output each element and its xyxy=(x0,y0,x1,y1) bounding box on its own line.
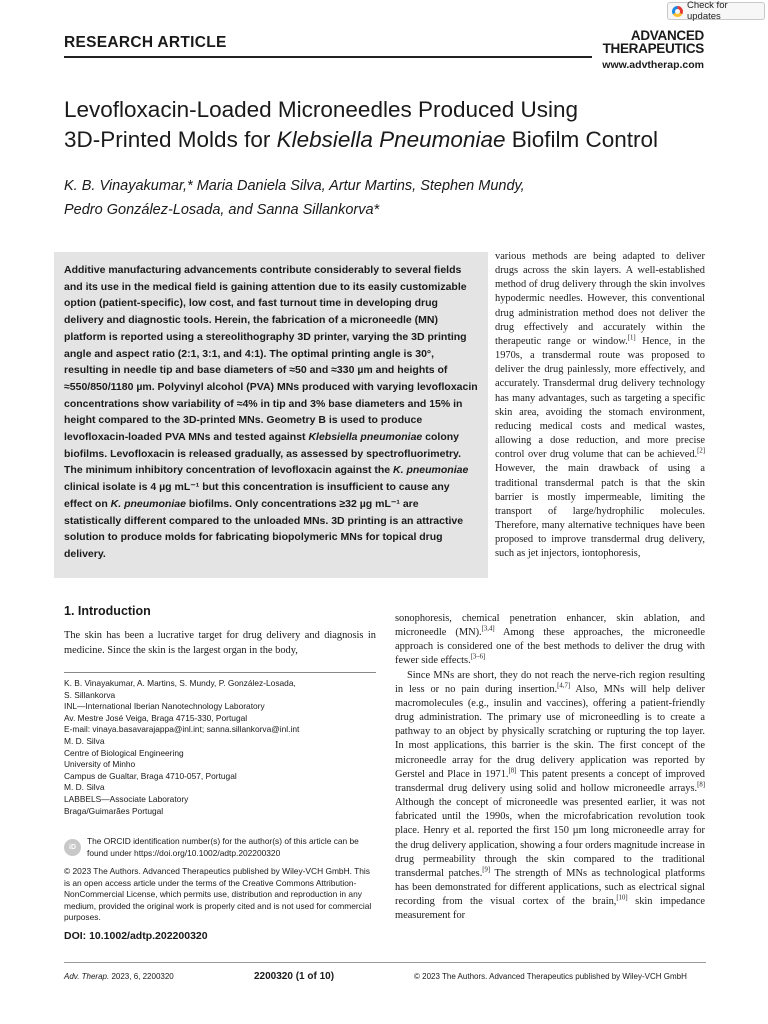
orcid-icon: iD xyxy=(64,839,81,856)
abstract-text xyxy=(64,262,478,563)
footer-journal-name: Adv. Therap. xyxy=(64,972,110,981)
wide-col-paragraph-1 xyxy=(395,612,705,669)
right-col-part-a: various methods are being adapted to deliver drugs across the skin layers. A well-established method of drug delivery through the skin involves hypodermic needles. However, this conventional drug administration method does not deliver the drug effectively and accurately within the therapeutic range or window. xyxy=(495,251,705,347)
crossmark-icon xyxy=(672,6,683,17)
abstract-italic-2: K. pneumoniae xyxy=(393,464,469,477)
citation-ref[interactable]: [2] xyxy=(697,447,705,455)
affiliation-line: University of Minho xyxy=(64,759,136,770)
abstract-part-2: colony biofilms. Levofloxacin is released gradually, as assessed by spectrofluorimetry. The minimum inhibitory concentration of levofloxacin against the xyxy=(64,431,462,477)
check-for-updates-label: Check for updates xyxy=(686,0,728,22)
wide-col-part-2f: skin impedance measurement for xyxy=(395,896,705,922)
orcid-note xyxy=(64,836,376,859)
journal-name-line2: THERAPEUTICS xyxy=(602,40,704,56)
right-col-part-b: Hence, in the 1970s, a transdermal route was proposed to deliver the drug painlessly, more effectively, and accurately. Transdermal drug delivery technology has many advantages, such as targeting a specific skin area, avoiding the stomach environment, reducing medical costs and medical wastes, allowing a dose reduction, and more precise control over drug volume that can be achieved. xyxy=(495,335,705,461)
title-line-1: Levofloxacin-Loaded Microneedles Produced Using xyxy=(64,97,579,122)
section-heading-introduction: 1. Introduction xyxy=(64,604,151,618)
abstract-part-3: clinical isolate is 4 µg mL⁻¹ but this concentration is insufficient to cause any effect on xyxy=(64,481,450,510)
orcid-text[interactable]: The ORCID identification number(s) for the author(s) of this article can be found under https://doi.org/10.1002/adtp.202200320 xyxy=(87,836,359,858)
footer-rule xyxy=(64,962,706,963)
wide-col-part-2c: This patent presents a concept of improved transdermal drug delivery using solid and hollow microneedle arrays. xyxy=(395,768,705,794)
authors-line-1: K. B. Vinayakumar,* Maria Daniela Silva, Artur Martins, Stephen Mundy, xyxy=(64,178,525,194)
wide-column-text xyxy=(395,612,705,923)
authors-line-2: Pedro González-Losada, and Sanna Sillankorva* xyxy=(64,202,380,218)
abstract-part-1: Additive manufacturing advancements contribute considerably to several fields and its use in the medical field is gaining attention due to its easily customizable option (patient-specific), low cost, and fast turnout time in developing drug delivery and diagnostic tools. Herein, the fabrication of a microneedle (MN) platform is reported using a stereolithography 3D printer, varying the 3D printing angle and aspect ratio (2:1, 3:1, and 4:1). The optimal printing angle is 30°, resulting in needle tip and base diameters of ≈50 and ≈330 µm and heights of ≈550/850/1180 µm. Polyvinyl alcohol (PVA) MNs produced with varying levofloxacin concentrations show variability of ≈4% in tip and 3% base diameters and 15% in height compared to the 3D-printed MNs. Geometry B is used to produce levofloxacin-loaded PVA MNs and tested against xyxy=(64,264,478,444)
intro-paragraph: The skin has been a lucrative target for drug delivery and diagnosis in medicine. Since the skin is the largest organ in the body, xyxy=(64,630,376,656)
article-title xyxy=(64,95,744,155)
citation-ref[interactable]: [8] xyxy=(697,781,705,789)
wide-col-part-d: sonophoresis, chemical penetration enhancer, skin ablation, and microneedle (MN). xyxy=(395,613,705,639)
right-col-part-c: However, the main drawback of using a traditional transdermal patch is that the skin barrier is mostly impermeable, limiting the transport of large/hydrophilic molecules. Therefore, many alternative techniques have been proposed to improve transdermal drug delivery, such as jet injectors, iontophoresis, xyxy=(495,463,705,560)
wide-col-part-2b: Also, MNs will help deliver macromolecules (e.g., insulin and vaccines), offering a patient-friendly drug administration. The primary use of microneedling is to create a pathway to an object by physically scratching or rupturing the top layer. In most applications, this barrier is the skin. The first concept of the microneedle array for the drug delivery application was reported by Gerstel and Place in 1971. xyxy=(395,683,705,780)
affiliation-email[interactable]: E-mail: vinaya.basavarajappa@inl.int; sanna.sillankorva@inl.int xyxy=(64,724,300,735)
affiliation-line: M. D. Silva xyxy=(64,735,105,746)
affiliation-line: Av. Mestre José Veiga, Braga 4715-330, Portugal xyxy=(64,712,248,723)
affiliation-line: M. D. Silva xyxy=(64,782,105,793)
right-column-text xyxy=(495,250,705,561)
wide-col-part-2e: The strength of MNs as technological platforms has been demonstrated for different applications, such as electrical signal recording from the visual cortex of the brain, xyxy=(395,867,705,908)
license-note: © 2023 The Authors. Advanced Therapeutics published by Wiley-VCH GmbH. This is an open access article under the terms of the Creative Commons Attribution-NonCommercial License, which permits use, distribution and reproduction in any medium, provided the original work is properly cited and is not used for commercial purposes. xyxy=(64,866,372,923)
affiliation-line: Centre of Biological Engineering xyxy=(64,747,184,758)
footer-year-volume: 2023, 6, 2200320 xyxy=(111,972,174,981)
wide-col-paragraph-2 xyxy=(395,669,705,924)
check-for-updates-button[interactable] xyxy=(667,2,765,20)
abstract-italic-3: K. pneumoniae xyxy=(110,497,186,510)
citation-ref[interactable]: [10] xyxy=(616,894,628,902)
author-list xyxy=(64,174,664,222)
abstract-part-4: biofilms. Only concentrations ≥32 µg mL⁻¹ are statistically different compared to the unloaded MNs. 3D printing is an attractive solution to produce molds for fabricating biopolymeric MNs for topical drug delivery. xyxy=(64,497,464,560)
footer-page-number: 2200320 (1 of 10) xyxy=(254,971,335,982)
doi-link[interactable]: DOI: 10.1002/adtp.202200320 xyxy=(64,930,208,942)
affiliations-block xyxy=(64,678,376,817)
title-line-2-post: Biofilm Control xyxy=(505,127,659,152)
title-line-2-pre: 3D-Printed Molds for xyxy=(64,127,277,152)
citation-ref[interactable]: [1] xyxy=(627,334,636,342)
abstract-italic-1: Klebsiella pneumoniae xyxy=(308,431,423,444)
title-italic-species: Klebsiella Pneumoniae xyxy=(276,127,506,152)
journal-logo xyxy=(594,30,704,71)
affiliation-line: K. B. Vinayakumar, A. Martins, S. Mundy, P. González-Losada, xyxy=(64,678,296,688)
citation-ref[interactable]: [4,7] xyxy=(557,682,571,690)
journal-url[interactable]: www.advtherap.com xyxy=(602,59,704,71)
article-type-label: RESEARCH ARTICLE xyxy=(64,34,227,51)
affiliation-line: Braga/Guimarães Portugal xyxy=(64,805,164,816)
wide-col-part-e: Among these approaches, the microneedle approach is considered one of the best methods to deliver the drug with fewer side effects. xyxy=(395,627,705,667)
citation-ref[interactable]: [3–6] xyxy=(470,654,486,661)
affiliation-line: S. Sillankorva xyxy=(64,689,116,700)
citation-ref[interactable]: [8] xyxy=(508,767,517,775)
citation-ref[interactable]: [9] xyxy=(482,866,491,874)
citation-ref[interactable]: [3,4] xyxy=(481,625,495,633)
affiliation-line: Campus de Gualtar, Braga 4710-057, Portugal xyxy=(64,770,237,781)
footer-citation xyxy=(64,972,174,981)
abstract-box xyxy=(54,252,488,578)
wide-col-part-2d: Although the concept of microneedle was presented earlier, it was not fabricated until the 1990s, when the microfabrication revolution took place. Henry et al. reported the first 150 µm long microneedle array for the drug delivery application, showing a four orders magnitude increase in drug permeability through the skin compared to the traditional transdermal patches. xyxy=(395,797,705,879)
title-line-2 xyxy=(64,125,744,155)
footer-copyright: © 2023 The Authors. Advanced Therapeutics published by Wiley-VCH GmbH xyxy=(414,972,687,981)
affiliation-rule xyxy=(64,672,376,673)
affiliation-line: INL—International Iberian Nanotechnology Laboratory xyxy=(64,701,265,712)
affiliation-line: LABBELS—Associate Laboratory xyxy=(64,793,189,804)
wide-col-part-2a: Since MNs are short, they do not reach the nerve-rich region resulting in less or no pain during insertion. xyxy=(395,669,705,695)
journal-name-line1: ADVANCED xyxy=(630,28,704,43)
header-rule xyxy=(64,56,592,58)
